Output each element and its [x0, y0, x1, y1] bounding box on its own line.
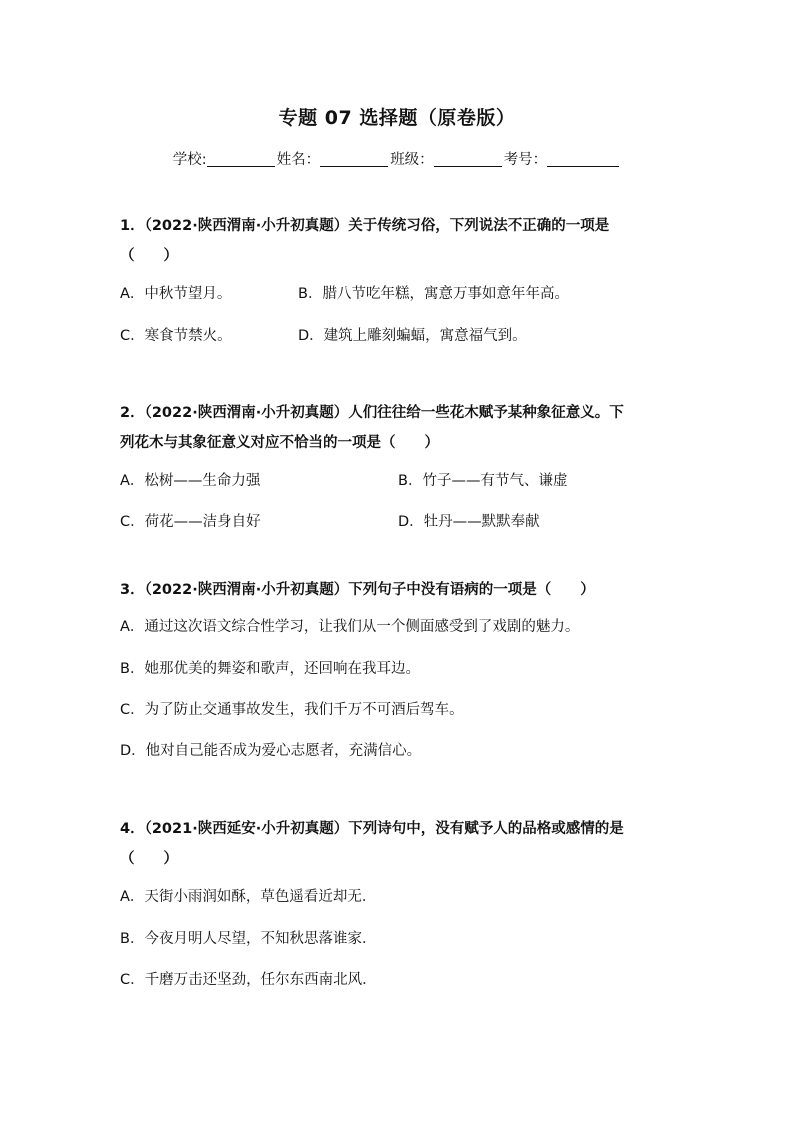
question-1-option-c[interactable]: C．寒食节禁火。: [120, 328, 232, 344]
name-label: 姓名：: [276, 152, 321, 168]
question-1-option-b[interactable]: B．腊八节吃年糕，寓意万事如意年年高。: [298, 286, 569, 302]
question-1-stem: [120, 211, 676, 271]
question-4-option-c[interactable]: C．千磨万击还坚劲，任尔东西南北风．: [120, 972, 377, 988]
question-2-option-d[interactable]: D．牡丹——默默奉献: [398, 514, 540, 530]
student-info-line: [0, 148, 794, 169]
school-label: 学校:: [172, 152, 207, 168]
question-4-line2: （ ）: [120, 851, 178, 867]
question-2-option-c[interactable]: C．荷花——洁身自好: [120, 514, 261, 530]
question-4-line1: 4．（2021·陕西延安·小升初真题）下列诗句中，没有赋予人的品格或感情的是: [120, 821, 624, 837]
question-3-option-d[interactable]: D．他对自己能否成为爱心志愿者，充满信心。: [120, 743, 422, 759]
question-2-stem: [120, 398, 676, 458]
question-1-line1: 1．（2022·陕西渭南·小升初真题）关于传统习俗，下列说法不正确的一项是: [120, 218, 610, 234]
question-2-line1: 2．（2022·陕西渭南·小升初真题）人们往往给一些花木赋予某种象征意义。下: [120, 405, 624, 421]
question-1-option-d[interactable]: D．建筑上雕刻蝙蝠，寓意福气到。: [298, 328, 527, 344]
class-blank[interactable]: [434, 150, 502, 167]
number-blank[interactable]: [547, 150, 619, 167]
question-3-stem: [120, 575, 676, 605]
question-4-option-b[interactable]: B．今夜月明人尽望，不知秋思落谁家．: [120, 931, 377, 947]
question-2-line2: 列花木与其象征意义对应不恰当的一项是（ ）: [120, 435, 439, 451]
question-4-option-a[interactable]: A．天街小雨润如酥，草色遥看近却无．: [120, 889, 377, 905]
question-1-option-a[interactable]: A．中秋节望月。: [120, 286, 232, 302]
page-title: 专题 07 选择题（原卷版）: [278, 107, 516, 129]
question-3-line1: 3．（2022·陕西渭南·小升初真题）下列句子中没有语病的一项是（ ）: [120, 582, 595, 598]
number-label: 考号：: [503, 152, 548, 168]
question-3-option-a[interactable]: A．通过这次语文综合性学习，让我们从一个侧面感受到了戏剧的魅力。: [120, 619, 580, 635]
question-3-option-c[interactable]: C．为了防止交通事故发生，我们千万不可酒后驾车。: [120, 702, 464, 718]
school-blank[interactable]: [207, 150, 275, 167]
question-3-option-b[interactable]: B．她那优美的舞姿和歌声，还回响在我耳边。: [120, 661, 420, 677]
class-label: 班级：: [390, 152, 434, 168]
question-4-stem: [120, 814, 676, 874]
question-2-option-a[interactable]: A．松树——生命力强: [120, 473, 261, 489]
name-blank[interactable]: [320, 150, 388, 167]
question-2-option-b[interactable]: B．竹子——有节气、谦虚: [398, 473, 568, 489]
question-1-line2: （ ）: [120, 248, 178, 264]
